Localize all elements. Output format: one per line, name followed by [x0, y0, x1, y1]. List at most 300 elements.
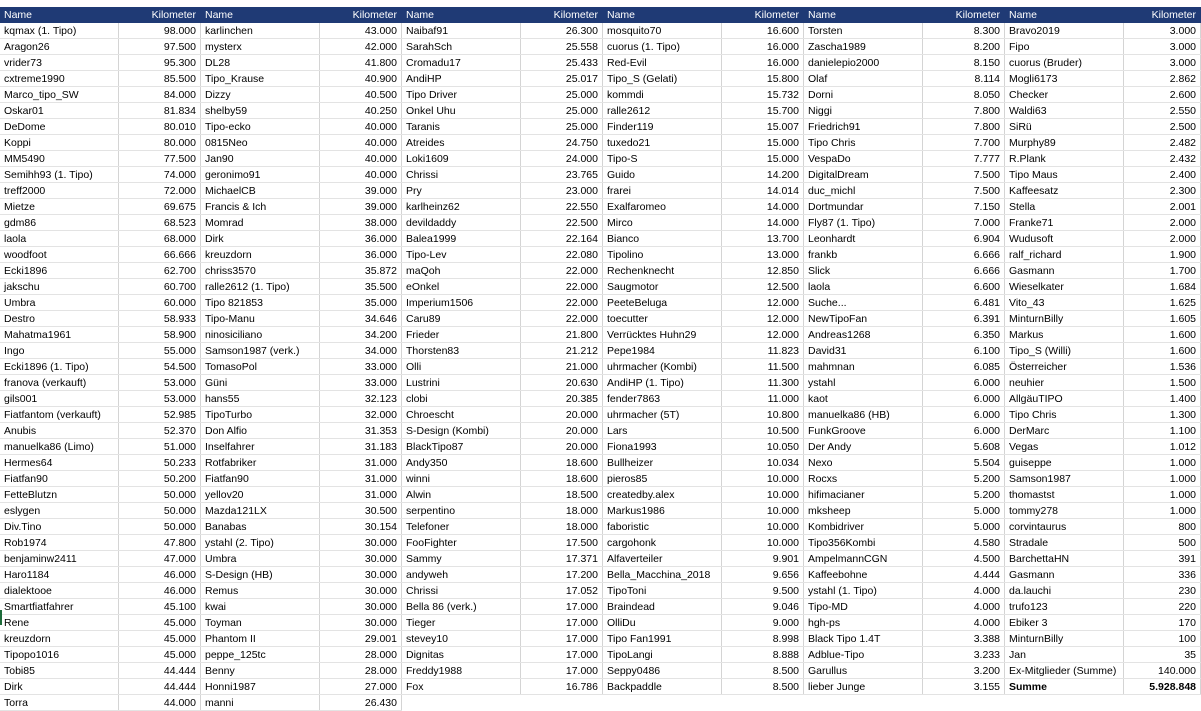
- km-cell[interactable]: 41.800: [320, 55, 402, 71]
- name-cell[interactable]: devildaddy: [402, 215, 521, 231]
- name-cell[interactable]: tuxedo21: [603, 135, 722, 151]
- name-cell[interactable]: Honni1987: [201, 679, 320, 695]
- name-cell[interactable]: cuorus (1. Tipo): [603, 39, 722, 55]
- km-cell[interactable]: 22.000: [521, 279, 603, 295]
- name-cell[interactable]: Tipo-Lev: [402, 247, 521, 263]
- header-km-cell[interactable]: Kilometer: [119, 7, 201, 23]
- km-cell[interactable]: 2.862: [1124, 71, 1201, 87]
- name-cell[interactable]: Tipo Fan1991: [603, 631, 722, 647]
- name-cell[interactable]: Tipolino: [603, 247, 722, 263]
- name-cell[interactable]: Fiona1993: [603, 439, 722, 455]
- name-cell[interactable]: AndiHP (1. Tipo): [603, 375, 722, 391]
- km-cell[interactable]: 10.500: [722, 423, 804, 439]
- name-cell[interactable]: S-Design (HB): [201, 567, 320, 583]
- km-cell[interactable]: 12.000: [722, 311, 804, 327]
- name-cell[interactable]: Kaffeesatz: [1005, 183, 1124, 199]
- km-cell[interactable]: 3.233: [923, 647, 1005, 663]
- km-cell[interactable]: 1.012: [1124, 439, 1201, 455]
- km-cell[interactable]: 13.700: [722, 231, 804, 247]
- name-cell[interactable]: Tipo_S (Gelati): [603, 71, 722, 87]
- name-cell[interactable]: eOnkel: [402, 279, 521, 295]
- name-cell[interactable]: kaot: [804, 391, 923, 407]
- km-cell[interactable]: 66.666: [119, 247, 201, 263]
- km-cell[interactable]: 15.700: [722, 103, 804, 119]
- km-cell[interactable]: 2.500: [1124, 119, 1201, 135]
- name-cell[interactable]: Taranis: [402, 119, 521, 135]
- km-cell[interactable]: 12.000: [722, 295, 804, 311]
- name-cell[interactable]: Pepe1984: [603, 343, 722, 359]
- name-cell[interactable]: DL28: [201, 55, 320, 71]
- name-cell[interactable]: gdm86: [0, 215, 119, 231]
- name-cell[interactable]: Tipo Chris: [804, 135, 923, 151]
- km-cell[interactable]: 33.000: [320, 359, 402, 375]
- km-cell[interactable]: 60.000: [119, 295, 201, 311]
- name-cell[interactable]: Chrissi: [402, 583, 521, 599]
- km-cell[interactable]: 68.000: [119, 231, 201, 247]
- name-cell[interactable]: Mogli6173: [1005, 71, 1124, 87]
- km-cell[interactable]: 52.985: [119, 407, 201, 423]
- name-cell[interactable]: geronimo91: [201, 167, 320, 183]
- name-cell[interactable]: Ingo: [0, 343, 119, 359]
- name-cell[interactable]: Ebiker 3: [1005, 615, 1124, 631]
- name-cell[interactable]: Leonhardt: [804, 231, 923, 247]
- name-cell[interactable]: Semihh93 (1. Tipo): [0, 167, 119, 183]
- name-cell[interactable]: Ecki1896: [0, 263, 119, 279]
- km-cell[interactable]: 30.000: [320, 535, 402, 551]
- name-cell[interactable]: benjaminw2411: [0, 551, 119, 567]
- name-cell[interactable]: Tipo 821853: [201, 295, 320, 311]
- name-cell[interactable]: Destro: [0, 311, 119, 327]
- name-cell[interactable]: NewTipoFan: [804, 311, 923, 327]
- km-cell[interactable]: 11.823: [722, 343, 804, 359]
- name-cell[interactable]: duc_michl: [804, 183, 923, 199]
- name-cell[interactable]: hgh-ps: [804, 615, 923, 631]
- km-cell[interactable]: 34.200: [320, 327, 402, 343]
- km-cell[interactable]: 7.150: [923, 199, 1005, 215]
- name-cell[interactable]: Samson1987 (verk.): [201, 343, 320, 359]
- name-cell[interactable]: Hermes64: [0, 455, 119, 471]
- km-cell[interactable]: 1.500: [1124, 375, 1201, 391]
- km-cell[interactable]: 7.777: [923, 151, 1005, 167]
- name-cell[interactable]: Ex-Mitglieder (Summe): [1005, 663, 1124, 679]
- km-cell[interactable]: 2.001: [1124, 199, 1201, 215]
- km-cell[interactable]: 50.233: [119, 455, 201, 471]
- name-cell[interactable]: Dorni: [804, 87, 923, 103]
- name-cell[interactable]: SarahSch: [402, 39, 521, 55]
- name-cell[interactable]: peppe_125tc: [201, 647, 320, 663]
- name-cell[interactable]: Stradale: [1005, 535, 1124, 551]
- name-cell[interactable]: Tipo-MD: [804, 599, 923, 615]
- km-cell[interactable]: 8.200: [923, 39, 1005, 55]
- km-cell[interactable]: 11.300: [722, 375, 804, 391]
- km-cell[interactable]: 3.200: [923, 663, 1005, 679]
- km-cell[interactable]: 24.000: [521, 151, 603, 167]
- km-cell[interactable]: 1.600: [1124, 327, 1201, 343]
- name-cell[interactable]: Sammy: [402, 551, 521, 567]
- km-cell[interactable]: 22.000: [521, 311, 603, 327]
- km-cell[interactable]: 5.504: [923, 455, 1005, 471]
- km-cell[interactable]: 58.933: [119, 311, 201, 327]
- km-cell[interactable]: 21.800: [521, 327, 603, 343]
- km-cell[interactable]: 50.000: [119, 519, 201, 535]
- name-cell[interactable]: Olaf: [804, 71, 923, 87]
- km-cell[interactable]: 26.300: [521, 23, 603, 39]
- km-cell[interactable]: 95.300: [119, 55, 201, 71]
- name-cell[interactable]: Bella_Macchina_2018: [603, 567, 722, 583]
- name-cell[interactable]: AllgäuTIPO: [1005, 391, 1124, 407]
- km-cell[interactable]: 5.200: [923, 487, 1005, 503]
- name-cell[interactable]: clobi: [402, 391, 521, 407]
- km-cell[interactable]: 22.164: [521, 231, 603, 247]
- km-cell[interactable]: 4.500: [923, 551, 1005, 567]
- name-cell[interactable]: Murphy89: [1005, 135, 1124, 151]
- name-cell[interactable]: Mahatma1961: [0, 327, 119, 343]
- name-cell[interactable]: franova (verkauft): [0, 375, 119, 391]
- km-cell[interactable]: 10.000: [722, 535, 804, 551]
- name-cell[interactable]: uhrmacher (Kombi): [603, 359, 722, 375]
- name-cell[interactable]: Dignitas: [402, 647, 521, 663]
- km-cell[interactable]: 35.000: [320, 295, 402, 311]
- km-cell[interactable]: 81.834: [119, 103, 201, 119]
- name-cell[interactable]: Exalfaromeo: [603, 199, 722, 215]
- km-cell[interactable]: 7.800: [923, 103, 1005, 119]
- name-cell[interactable]: uhrmacher (5T): [603, 407, 722, 423]
- name-cell[interactable]: Wudusoft: [1005, 231, 1124, 247]
- km-cell[interactable]: 15.800: [722, 71, 804, 87]
- km-cell[interactable]: 10.000: [722, 519, 804, 535]
- name-cell[interactable]: jakschu: [0, 279, 119, 295]
- header-name-cell[interactable]: Name: [0, 7, 119, 23]
- km-cell[interactable]: 25.000: [521, 119, 603, 135]
- name-cell[interactable]: S-Design (Kombi): [402, 423, 521, 439]
- name-cell[interactable]: ystahl (2. Tipo): [201, 535, 320, 551]
- km-cell[interactable]: 46.000: [119, 567, 201, 583]
- name-cell[interactable]: Der Andy: [804, 439, 923, 455]
- km-cell[interactable]: 1.100: [1124, 423, 1201, 439]
- name-cell[interactable]: Bravo2019: [1005, 23, 1124, 39]
- name-cell[interactable]: Div.Tino: [0, 519, 119, 535]
- name-cell[interactable]: Onkel Uhu: [402, 103, 521, 119]
- km-cell[interactable]: 30.154: [320, 519, 402, 535]
- name-cell[interactable]: Tipo-Manu: [201, 311, 320, 327]
- km-cell[interactable]: 15.732: [722, 87, 804, 103]
- name-cell[interactable]: 0815Neo: [201, 135, 320, 151]
- km-cell[interactable]: 1.605: [1124, 311, 1201, 327]
- km-cell[interactable]: 4.000: [923, 583, 1005, 599]
- km-cell[interactable]: 391: [1124, 551, 1201, 567]
- km-cell[interactable]: 38.000: [320, 215, 402, 231]
- name-cell[interactable]: Dirk: [0, 679, 119, 695]
- km-cell[interactable]: 1.900: [1124, 247, 1201, 263]
- km-cell[interactable]: 60.700: [119, 279, 201, 295]
- name-cell[interactable]: Rob1974: [0, 535, 119, 551]
- name-cell[interactable]: Aragon26: [0, 39, 119, 55]
- name-cell[interactable]: manuelka86 (Limo): [0, 439, 119, 455]
- name-cell[interactable]: mysterx: [201, 39, 320, 55]
- km-cell[interactable]: 16.000: [722, 55, 804, 71]
- name-cell[interactable]: Balea1999: [402, 231, 521, 247]
- km-cell[interactable]: 2.482: [1124, 135, 1201, 151]
- km-cell[interactable]: 47.800: [119, 535, 201, 551]
- km-cell[interactable]: 20.000: [521, 423, 603, 439]
- km-cell[interactable]: 22.000: [521, 263, 603, 279]
- name-cell[interactable]: Andreas1268: [804, 327, 923, 343]
- km-cell[interactable]: 6.000: [923, 391, 1005, 407]
- name-cell[interactable]: Anubis: [0, 423, 119, 439]
- name-cell[interactable]: Atreides: [402, 135, 521, 151]
- name-cell[interactable]: DerMarc: [1005, 423, 1124, 439]
- km-cell[interactable]: 3.388: [923, 631, 1005, 647]
- name-cell[interactable]: Alwin: [402, 487, 521, 503]
- km-cell[interactable]: 1.625: [1124, 295, 1201, 311]
- km-cell[interactable]: 10.800: [722, 407, 804, 423]
- name-cell[interactable]: Friedrich91: [804, 119, 923, 135]
- name-cell[interactable]: frankb: [804, 247, 923, 263]
- km-cell[interactable]: 17.000: [521, 663, 603, 679]
- km-cell[interactable]: 28.000: [320, 647, 402, 663]
- km-cell[interactable]: 46.000: [119, 583, 201, 599]
- header-km-cell[interactable]: Kilometer: [923, 7, 1005, 23]
- name-cell[interactable]: Ecki1896 (1. Tipo): [0, 359, 119, 375]
- km-cell[interactable]: 18.000: [521, 519, 603, 535]
- name-cell[interactable]: Torsten: [804, 23, 923, 39]
- km-cell[interactable]: 2.000: [1124, 231, 1201, 247]
- km-cell[interactable]: 32.123: [320, 391, 402, 407]
- name-cell[interactable]: Fox: [402, 679, 521, 695]
- name-cell[interactable]: kreuzdorn: [0, 631, 119, 647]
- km-cell[interactable]: 30.000: [320, 551, 402, 567]
- km-cell[interactable]: 50.200: [119, 471, 201, 487]
- name-cell[interactable]: ralle2612: [603, 103, 722, 119]
- km-cell[interactable]: 97.500: [119, 39, 201, 55]
- km-cell[interactable]: 45.000: [119, 647, 201, 663]
- name-cell[interactable]: Tipo_S (Willi): [1005, 343, 1124, 359]
- km-cell[interactable]: 25.000: [521, 103, 603, 119]
- km-cell[interactable]: 8.300: [923, 23, 1005, 39]
- km-cell[interactable]: 1.684: [1124, 279, 1201, 295]
- name-cell[interactable]: Dortmundar: [804, 199, 923, 215]
- name-cell[interactable]: Nexo: [804, 455, 923, 471]
- km-cell[interactable]: 26.430: [320, 695, 402, 711]
- km-cell[interactable]: 42.000: [320, 39, 402, 55]
- name-cell[interactable]: FetteBlutzn: [0, 487, 119, 503]
- name-cell[interactable]: cxtreme1990: [0, 71, 119, 87]
- name-cell[interactable]: ninosiciliano: [201, 327, 320, 343]
- km-cell[interactable]: 17.052: [521, 583, 603, 599]
- km-cell[interactable]: 43.000: [320, 23, 402, 39]
- name-cell[interactable]: tommy278: [1005, 503, 1124, 519]
- name-cell[interactable]: Checker: [1005, 87, 1124, 103]
- name-cell[interactable]: Remus: [201, 583, 320, 599]
- km-cell[interactable]: 22.500: [521, 215, 603, 231]
- name-cell[interactable]: kwai: [201, 599, 320, 615]
- km-cell[interactable]: 17.000: [521, 599, 603, 615]
- km-cell[interactable]: 8.114: [923, 71, 1005, 87]
- km-cell[interactable]: 100: [1124, 631, 1201, 647]
- name-cell[interactable]: FooFighter: [402, 535, 521, 551]
- km-cell[interactable]: 35.872: [320, 263, 402, 279]
- km-cell[interactable]: 15.000: [722, 151, 804, 167]
- km-cell[interactable]: 1.000: [1124, 471, 1201, 487]
- name-cell[interactable]: mahmnan: [804, 359, 923, 375]
- name-cell[interactable]: laola: [804, 279, 923, 295]
- km-cell[interactable]: 20.385: [521, 391, 603, 407]
- name-cell[interactable]: Fiatfan90: [201, 471, 320, 487]
- km-cell[interactable]: 2.300: [1124, 183, 1201, 199]
- km-cell[interactable]: 6.481: [923, 295, 1005, 311]
- km-cell[interactable]: 17.000: [521, 647, 603, 663]
- km-cell[interactable]: 23.000: [521, 183, 603, 199]
- name-cell[interactable]: Mazda121LX: [201, 503, 320, 519]
- header-km-cell[interactable]: Kilometer: [1124, 7, 1201, 23]
- name-cell[interactable]: DeDome: [0, 119, 119, 135]
- km-cell[interactable]: 40.000: [320, 135, 402, 151]
- name-cell[interactable]: Markus: [1005, 327, 1124, 343]
- name-cell[interactable]: Guido: [603, 167, 722, 183]
- km-cell[interactable]: 27.000: [320, 679, 402, 695]
- km-cell[interactable]: 18.000: [521, 503, 603, 519]
- km-cell[interactable]: 45.000: [119, 631, 201, 647]
- km-cell[interactable]: 80.010: [119, 119, 201, 135]
- km-cell[interactable]: 28.000: [320, 663, 402, 679]
- km-cell[interactable]: 12.500: [722, 279, 804, 295]
- km-cell[interactable]: 72.000: [119, 183, 201, 199]
- km-cell[interactable]: 2.600: [1124, 87, 1201, 103]
- name-cell[interactable]: Tieger: [402, 615, 521, 631]
- km-cell[interactable]: 22.000: [521, 295, 603, 311]
- name-cell[interactable]: Vegas: [1005, 439, 1124, 455]
- name-cell[interactable]: Alfaverteiler: [603, 551, 722, 567]
- name-cell[interactable]: Black Tipo 1.4T: [804, 631, 923, 647]
- name-cell[interactable]: Bella 86 (verk.): [402, 599, 521, 615]
- name-cell[interactable]: Caru89: [402, 311, 521, 327]
- km-cell[interactable]: 33.000: [320, 375, 402, 391]
- name-cell[interactable]: TipoToni: [603, 583, 722, 599]
- name-cell[interactable]: cargohonk: [603, 535, 722, 551]
- name-cell[interactable]: Kaffeebohne: [804, 567, 923, 583]
- km-cell[interactable]: 14.200: [722, 167, 804, 183]
- name-cell[interactable]: Naibaf91: [402, 23, 521, 39]
- km-cell[interactable]: 68.523: [119, 215, 201, 231]
- name-cell[interactable]: DigitalDream: [804, 167, 923, 183]
- name-cell[interactable]: ralf_richard: [1005, 247, 1124, 263]
- name-cell[interactable]: Frieder: [402, 327, 521, 343]
- km-cell[interactable]: 12.850: [722, 263, 804, 279]
- km-cell[interactable]: 1.600: [1124, 343, 1201, 359]
- km-cell[interactable]: 1.000: [1124, 503, 1201, 519]
- name-cell[interactable]: ystahl: [804, 375, 923, 391]
- km-cell[interactable]: 85.500: [119, 71, 201, 87]
- name-cell[interactable]: Don Alfio: [201, 423, 320, 439]
- name-cell[interactable]: ystahl (1. Tipo): [804, 583, 923, 599]
- name-cell[interactable]: FunkGroove: [804, 423, 923, 439]
- km-cell[interactable]: 1.700: [1124, 263, 1201, 279]
- name-cell[interactable]: MichaelCB: [201, 183, 320, 199]
- km-cell[interactable]: 7.000: [923, 215, 1005, 231]
- km-cell[interactable]: 23.765: [521, 167, 603, 183]
- name-cell[interactable]: frarei: [603, 183, 722, 199]
- name-cell[interactable]: Mirco: [603, 215, 722, 231]
- name-cell[interactable]: createdby.alex: [603, 487, 722, 503]
- km-cell[interactable]: 16.000: [722, 39, 804, 55]
- name-cell[interactable]: lieber Junge: [804, 679, 923, 695]
- km-cell[interactable]: 53.000: [119, 375, 201, 391]
- km-cell[interactable]: 55.000: [119, 343, 201, 359]
- km-cell[interactable]: 1.400: [1124, 391, 1201, 407]
- name-cell[interactable]: Gasmann: [1005, 263, 1124, 279]
- km-cell[interactable]: 10.050: [722, 439, 804, 455]
- name-cell[interactable]: Dirk: [201, 231, 320, 247]
- km-cell[interactable]: 9.046: [722, 599, 804, 615]
- km-cell[interactable]: 6.085: [923, 359, 1005, 375]
- name-cell[interactable]: Benny: [201, 663, 320, 679]
- km-cell[interactable]: 7.500: [923, 167, 1005, 183]
- km-cell[interactable]: 9.500: [722, 583, 804, 599]
- name-cell[interactable]: guiseppe: [1005, 455, 1124, 471]
- name-cell[interactable]: Rechenknecht: [603, 263, 722, 279]
- km-cell[interactable]: 7.700: [923, 135, 1005, 151]
- name-cell[interactable]: OlliDu: [603, 615, 722, 631]
- km-cell[interactable]: 13.000: [722, 247, 804, 263]
- name-cell[interactable]: eslygen: [0, 503, 119, 519]
- km-cell[interactable]: 3.000: [1124, 23, 1201, 39]
- name-cell[interactable]: BarchettaHN: [1005, 551, 1124, 567]
- name-cell[interactable]: chriss3570: [201, 263, 320, 279]
- name-cell[interactable]: treff2000: [0, 183, 119, 199]
- name-cell[interactable]: TipoTurbo: [201, 407, 320, 423]
- km-cell[interactable]: 17.000: [521, 615, 603, 631]
- name-cell[interactable]: hans55: [201, 391, 320, 407]
- km-cell[interactable]: 6.000: [923, 375, 1005, 391]
- km-cell[interactable]: 34.000: [320, 343, 402, 359]
- km-cell[interactable]: 80.000: [119, 135, 201, 151]
- name-cell[interactable]: pieros85: [603, 471, 722, 487]
- km-cell[interactable]: 77.500: [119, 151, 201, 167]
- name-cell[interactable]: R.Plank: [1005, 151, 1124, 167]
- name-cell[interactable]: Haro1184: [0, 567, 119, 583]
- km-cell[interactable]: 14.014: [722, 183, 804, 199]
- km-cell[interactable]: 10.000: [722, 503, 804, 519]
- name-cell[interactable]: VespaDo: [804, 151, 923, 167]
- name-cell[interactable]: Seppy0486: [603, 663, 722, 679]
- km-cell[interactable]: 31.000: [320, 487, 402, 503]
- name-cell[interactable]: TomasoPol: [201, 359, 320, 375]
- name-cell[interactable]: Bianco: [603, 231, 722, 247]
- km-cell[interactable]: 30.000: [320, 567, 402, 583]
- km-cell[interactable]: 5.000: [923, 519, 1005, 535]
- km-cell[interactable]: 51.000: [119, 439, 201, 455]
- name-cell[interactable]: mosquito70: [603, 23, 722, 39]
- km-cell[interactable]: 31.000: [320, 455, 402, 471]
- km-cell[interactable]: 44.444: [119, 663, 201, 679]
- name-cell[interactable]: Francis & Ich: [201, 199, 320, 215]
- km-cell[interactable]: 45.000: [119, 615, 201, 631]
- km-cell[interactable]: 35: [1124, 647, 1201, 663]
- km-cell[interactable]: 7.800: [923, 119, 1005, 135]
- km-cell[interactable]: 6.100: [923, 343, 1005, 359]
- name-cell[interactable]: Samson1987: [1005, 471, 1124, 487]
- name-cell[interactable]: toecutter: [603, 311, 722, 327]
- name-cell[interactable]: Torra: [0, 695, 119, 711]
- name-cell[interactable]: gils001: [0, 391, 119, 407]
- km-cell[interactable]: 18.500: [521, 487, 603, 503]
- km-cell[interactable]: 8.888: [722, 647, 804, 663]
- km-cell[interactable]: 9.656: [722, 567, 804, 583]
- name-cell[interactable]: MinturnBilly: [1005, 631, 1124, 647]
- name-cell[interactable]: manuelka86 (HB): [804, 407, 923, 423]
- km-cell[interactable]: 14.000: [722, 215, 804, 231]
- km-cell[interactable]: 50.000: [119, 487, 201, 503]
